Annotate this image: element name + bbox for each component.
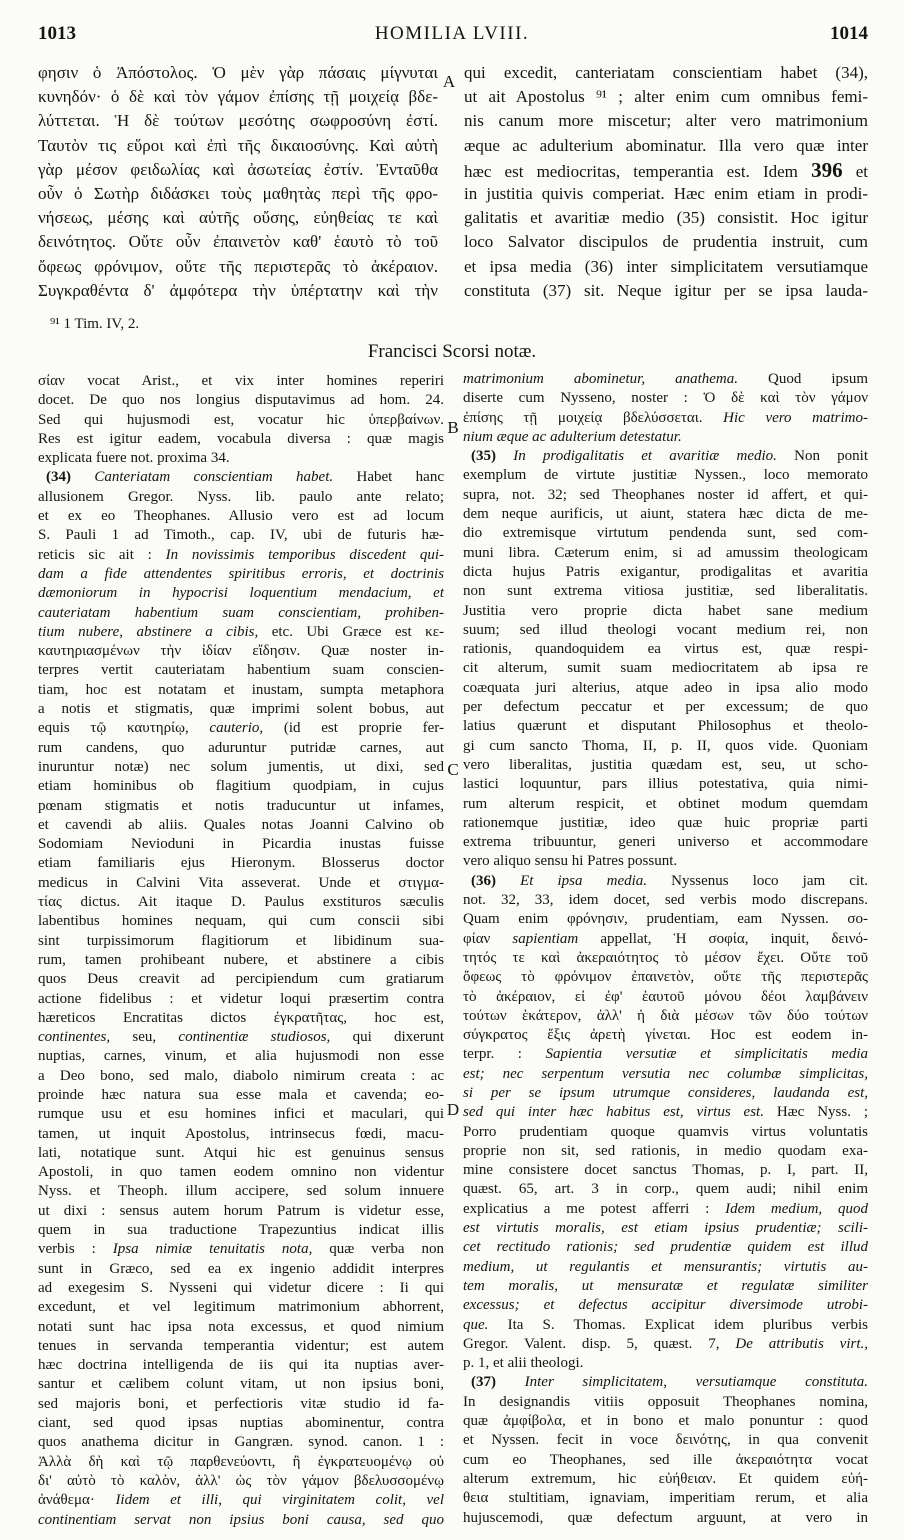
note-line: proinde hæc natura sua esse mala et cavenda; eo-	[38, 1086, 444, 1103]
note-line	[463, 1103, 868, 1122]
italic-text-segment: continentes,	[38, 1029, 111, 1046]
italic-text-segment: Iidem et illi, qui virginitatem colit, vel	[115, 1492, 444, 1509]
note-line: excedunt, et vel legitimum matrimonium abhorrent,	[38, 1299, 444, 1316]
note-line: alterum extremum, hic εὐήθειαν. Et quidem εὐή-	[463, 1470, 868, 1487]
note-line: Apostoli, in quo tamen eodem omnino non videntur	[38, 1164, 444, 1181]
greek-text-line: Ταυτὸν τις εὕροι καὶ ἐπὶ τῆς δικαιοσύνης. Καὶ αὐτὴ	[38, 135, 438, 155]
italic-text-segment: sed qui inter hæc habitus est, virtus est.	[463, 1104, 764, 1121]
text-segment: Quod ipsum	[738, 371, 868, 387]
italic-text-segment: cet rectitudo rationis; sed prudentiæ quidem est illud	[463, 1239, 868, 1256]
note-line: proprie non sit, sed rationis, in medio quodam exa-	[463, 1142, 868, 1159]
note-line: rationis, quandoquidem ea virtus est, quæ respi-	[463, 641, 868, 658]
note-line: dicta hujus Patris exigantur, prodigalitas et avaritia	[463, 563, 868, 580]
notes-left-column	[38, 372, 444, 1530]
greek-text-line: δεινότητος. Οὔτε οὖν ἐπαινετὸν καθ' ἑαυτὸ τὸ τοῦ	[38, 232, 438, 252]
note-line: et cavendi ab aliis. Quales notas Joanni Calvino ob	[38, 816, 444, 833]
note-line: quos anathema dicitur in Gangræn. synod. canon. 1 :	[38, 1434, 444, 1451]
note-line: τούτων ἑκάτερον, ἀλλ' ἡ διὰ μέσων τῶν δύο τούτων	[463, 1007, 868, 1024]
text-segment: Habet hanc	[333, 469, 444, 486]
italic-text-segment: Et ipsa media.	[520, 872, 648, 889]
note-line: sint turpissimorum flagitiorum et libidinum sua-	[38, 932, 444, 949]
italic-text-segment: Ipsa nimiæ tenuitatis nota,	[112, 1241, 313, 1258]
note-line: nuptias, carnes, vinum, et alia hujusmodi non esse	[38, 1048, 444, 1065]
greek-text-line: φησιν ὁ Ἀπόστολος. Ὁ μὲν γὰρ πάσαις μίγνυται	[38, 63, 438, 82]
note-line: dem neque aurificis, ut aiunt, statera hæc dicta de me-	[463, 506, 868, 523]
bold-text-segment: 396	[811, 157, 843, 182]
note-line: καυτηριασμένων τὴν ἰδίαν εἴδησιν. Quæ noster in-	[38, 643, 444, 660]
note-line: hæreticos Encratitas dictos ἐγκρατῆτας, hoc est,	[38, 1009, 444, 1026]
text-segment: etc. Ubi Græce est κε-	[258, 623, 444, 640]
note-line: τὸ ἀκέραιον, εἰ ἐφ' ἑαυτοῦ μόνου δέοι λαμβάνειν	[463, 988, 868, 1005]
note-line: et ex eo Theophanes. Allusio vero est ad locum	[38, 508, 444, 525]
italic-text-segment: est; nec serpentum versutia nec columbæ simplicitas,	[463, 1065, 868, 1082]
italic-text-segment: Idem medium, quod	[725, 1200, 868, 1217]
note-line	[463, 409, 868, 428]
italic-text-segment: est virtutis moralis, est etiam ipsius prudentiæ; scili-	[463, 1220, 868, 1237]
text-segment: verbis :	[38, 1241, 113, 1258]
note-line: τητός τε καὶ ἀκεραιότητος τὸ μέσον ἔχει. Οὔτε τοῦ	[463, 949, 868, 966]
bold-text-segment: (36)	[471, 872, 521, 889]
note-line: labentibus homines nequam, qui cum conscii sibi	[38, 913, 444, 930]
note-line	[38, 1511, 444, 1530]
text-segment: ἐπίσης τῇ μοιχείᾳ βδελύσσεται.	[463, 409, 724, 426]
note-line: pœnam stigmatis et notis traducuntur ut infames,	[38, 797, 444, 814]
note-line: terpres vertit cauteriatam habentium suam conscien-	[38, 662, 444, 679]
note-line: lati, notatique sunt. Atqui hic est genuinus sensus	[38, 1144, 444, 1161]
note-line: dio extremisque virtutum pendenda sunt, sed com-	[463, 525, 868, 542]
note-line: Sodomiam Nevioduni in Picardia inustas fuisse	[38, 836, 444, 853]
italic-text-segment: cauterio,	[209, 720, 264, 737]
note-line	[463, 1296, 868, 1315]
text-segment: (id est proprie fer-	[263, 720, 444, 737]
note-line: S. Pauli 1 ad Timoth., cap. IV, ubi de futuris hæ-	[38, 527, 444, 544]
note-line: rum candens, quo aduruntur putridæ carnes, aut	[38, 739, 444, 756]
greek-text-line: οὖν ὁ Σωτὴρ διδάσκει τοὺς μαθητὰς περὶ τῆς φρο-	[38, 183, 438, 203]
text-segment: quæ verba non	[312, 1241, 444, 1258]
note-line	[38, 1240, 444, 1259]
note-line	[463, 1065, 868, 1084]
italic-text-segment: In novissimis temporibus discedent qui-	[165, 546, 444, 563]
margin-letter-d: D	[446, 1100, 460, 1119]
greek-text-line: λύττεται. Ἡ δὲ τούτων μεσότης σωφροσύνη ἐστί.	[38, 111, 438, 131]
italic-text-segment: dam a fide attendentes spiritibus erroris, et doctrinis	[38, 565, 444, 582]
page-number-right: 1014	[830, 23, 868, 44]
note-line: ciant, sed quod ipsas nuptias abominentur, contra	[38, 1415, 444, 1432]
italic-text-segment: De attributis virt.,	[735, 1335, 868, 1352]
note-line: lastici loquuntur, pars illius potestativa, quia nimi-	[463, 776, 868, 793]
note-line: diserte cum Nysseno, noster : Ὁ δὲ καὶ τὸν γάμον	[463, 390, 868, 407]
text-segment: Hæc Nyss. ;	[763, 1104, 868, 1121]
note-line: Quam enim φρόνησιν, prudentiam, eam Nyssen. σο-	[463, 911, 868, 928]
note-line	[38, 1028, 444, 1047]
note-line	[38, 719, 444, 738]
italic-text-segment: medium, ut regulantis et mensurantis; virtutis au-	[463, 1258, 868, 1275]
note-line: a notis et stigmatis, quæ imprimi solent bobus, aut	[38, 701, 444, 718]
note-line: medicus in Calvini Vita asseverat. Unde et στιγμα-	[38, 874, 444, 891]
note-line: rumque usu et esu homines infici et maculari, qui	[38, 1106, 444, 1123]
italic-text-segment: Inter simplicitatem, versutiamque constituta.	[524, 1374, 868, 1391]
latin-text-line: in justitia quivis comperiat. Hæc enim etiam in prodi-	[464, 183, 868, 203]
italic-text-segment: continentiam servat non ipsius boni causa, sed quo	[38, 1511, 444, 1528]
latin-text-line: ut ait Apostolus ⁹¹ ; alter enim cum omnibus femi-	[464, 87, 868, 107]
note-line: hæc doctrina intelligenda de iis qui ita nuptias aver-	[38, 1357, 444, 1374]
text-segment: Ita S. Thomas. Explicat idem pluribus verbis	[488, 1316, 868, 1333]
note-line	[38, 546, 444, 565]
note-line	[463, 370, 868, 389]
note-line	[38, 468, 444, 487]
italic-text-segment: cauteriatam habentium suam conscientiam, prohiben-	[38, 604, 444, 621]
note-line: supra, not. 32; sed Theophanes noster id affert, et qui-	[463, 486, 868, 503]
note-line: rationemque justitiæ, ideo quæ huic propriæ parti	[463, 814, 868, 831]
text-segment: Non ponit	[776, 448, 868, 465]
text-segment: appellat, Ἡ σοφία, inquit, δεινό-	[578, 930, 868, 947]
latin-text-line: nis canum more miscetur; alter vero matrimonium	[464, 111, 868, 131]
greek-text-line: κυνηδόν· ὁ δὲ καὶ τὸν γάμον ἐπίσης τῇ μοιχείᾳ βδε-	[38, 87, 438, 107]
latin-text-line: æque ac adulterium abominatur. Illa vero quæ inter	[464, 135, 868, 155]
note-line: exemplum de virtute justitiæ Nyssen., loco memorato	[463, 467, 868, 484]
note-line: explicata fuere not. proxima 34.	[38, 450, 230, 467]
text-segment: φίαν	[463, 930, 513, 947]
note-line	[463, 1200, 868, 1219]
note-line: santur et cælibem colunt vitam, ut non ipsius boni,	[38, 1376, 444, 1393]
text-segment: reticis sic ait :	[38, 546, 166, 563]
italic-text-segment: tium nubere, abstinere a cibis,	[38, 623, 259, 640]
note-line: not. 32, 33, idem docet, sed verbis modo discrepans.	[463, 892, 868, 909]
latin-text-line: et ipsa media (36) inter simplicitatem versutiamque	[464, 256, 868, 276]
greek-text-column	[38, 61, 438, 303]
note-line: Ἀλλὰ δὴ καὶ τῷ παρθενεύοντι, ἢ ἐγκρατευομένῳ οὐ	[38, 1453, 444, 1470]
note-line: coæquata juri alterius, atque adeo in ipsa alio modo	[463, 679, 868, 696]
note-line: tamen, ut inquit Apostolus, intrinsecus fœdi, macu-	[38, 1125, 444, 1142]
note-line: In designandis vitiis opposuit Theophanes nomina,	[463, 1393, 868, 1410]
running-head-title: HOMILIA LVIII.	[374, 23, 530, 44]
note-line: muni libra. Cæterum enim, si ad amussim theologicam	[463, 544, 868, 561]
note-line	[38, 604, 444, 623]
italic-text-segment: In prodigalitatis et avaritiæ medio.	[513, 448, 777, 465]
note-line: p. 1, et alii theologi.	[463, 1355, 584, 1372]
note-line: cum eo Theophanes, sed ille ἀκεραιότητα vocat	[463, 1451, 868, 1468]
note-line	[463, 872, 868, 891]
note-line: notati sunt hac ipsa nota excessus, et quod nimium	[38, 1318, 444, 1335]
text-segment: explicatius a me potest afferri :	[463, 1200, 726, 1217]
note-line: suum; sed illud theologi vocant medium rei, non	[463, 621, 868, 638]
text-segment: equis τῷ καυτηρίῳ,	[38, 720, 210, 737]
note-line	[463, 1258, 868, 1277]
italic-text-segment: Hic vero matrimo-	[723, 409, 868, 426]
footnote: ⁹¹ 1 Tim. IV, 2.	[50, 316, 140, 332]
notes-right-column	[463, 370, 868, 1528]
italic-text-segment: Canteriatam conscientiam habet.	[94, 469, 334, 486]
note-line: et Nyssen. fecit in voce δεινότης, in qua convenit	[463, 1432, 868, 1449]
note-line: rum alterum respicit, et obtinet modum quemdam	[463, 795, 868, 812]
note-line: mine consistere docet sanctus Thomas, p. I, part. II,	[463, 1162, 868, 1179]
notes-heading: Francisci Scorsi notæ.	[367, 341, 537, 362]
note-line	[463, 447, 868, 466]
note-line: latius quærunt et disputant Philosophus et theolo-	[463, 718, 868, 735]
note-line	[463, 428, 868, 447]
note-line: quem in sua traductione Trapezuntius indicat illis	[38, 1222, 444, 1239]
margin-letter-c: C	[447, 760, 459, 779]
note-line: Justitia vero proprie dicta habet sane medium	[463, 602, 868, 619]
italic-text-segment: matrimonium abominetur, anathema.	[463, 371, 738, 387]
page-number-left: 1013	[38, 23, 76, 44]
note-line	[463, 1373, 868, 1392]
note-line	[463, 1335, 868, 1354]
latin-text-line: loco Salvator discipulos de prudentia instruit, cum	[464, 232, 868, 252]
italic-text-segment: tem moralis, ut mensuratæ et regulatæ similiter	[463, 1277, 868, 1294]
latin-text-line	[464, 158, 868, 182]
note-line: ὄφεως τὸ φρόνιμον ἐπαινετὸν, οὔτε τῆς περιστερᾶς	[463, 969, 868, 986]
margin-letter-a: A	[442, 72, 456, 91]
note-line	[463, 1238, 868, 1257]
note-line	[38, 623, 444, 642]
note-line: δι' αὐτὸ τὸ καλὸν, ἀλλ' ὡς τὸν γάμον βδελυσσομένῳ	[38, 1472, 444, 1489]
note-line	[463, 1045, 868, 1064]
note-line: vero aliquo sensu hi Patres possunt.	[463, 853, 678, 870]
note-line: per defectum peccatur et per excessum; de quo	[463, 699, 868, 716]
greek-text-line: νήσεως, μέσης καὶ αὐτῆς οὔσης, εὐηθείας τε καὶ	[38, 208, 438, 228]
note-line: sunt in Græco, sed ea ex ingenio addidit interpres	[38, 1260, 444, 1277]
latin-text-column	[464, 61, 868, 303]
text-segment: et	[842, 161, 868, 181]
note-line: θεια stultitiam, ignaviam, imperitiam rerum, et alia	[463, 1490, 868, 1507]
note-line	[463, 1277, 868, 1296]
text-segment: Gregor. Valent. disp. 5, quæst. 7,	[463, 1335, 736, 1352]
note-line: quæst. 65, art. 3 in corp., quem audi; nihil enim	[463, 1181, 868, 1198]
note-line	[463, 1084, 868, 1103]
greek-text-line: γὰρ μέσον φειδωλίας καὶ ἀσωτείας ἐστίν. Ἐνταῦθα	[38, 159, 438, 179]
note-line: quos Deus creavit ad percipiendum cum gratiarum	[38, 971, 444, 988]
latin-text-line: constituta (37) sit. Neque igitur per se ipsa lauda-	[464, 280, 868, 300]
bold-text-segment: (34)	[46, 469, 95, 486]
italic-text-segment: nium æque ac adulterium detestatur.	[463, 428, 682, 445]
note-line	[38, 565, 444, 584]
note-line: allusionem Gregor. Nyss. lib. paulo ante relato;	[38, 488, 444, 505]
note-line: Nyss. et Theoph. illum accipere, sed solum innuere	[38, 1183, 444, 1200]
margin-letter-b: B	[447, 418, 459, 437]
note-line: docet. De quo nos longius disputavimus ad hom. 24.	[38, 392, 444, 409]
note-line: σίαν vocat Arist., et vix inter homines reperiri	[38, 373, 444, 389]
note-line: ad exegesim S. Nysseni qui videtur dicere : Ii qui	[38, 1279, 444, 1296]
note-line: actione fidelibus : et videtur loqui præsertim contra	[38, 990, 444, 1007]
note-line: rum, tamen prohibeant nubere, et abstinere a cibis	[38, 951, 444, 968]
note-line: Sed qui hujusmodi est, vocatur hic ὑπερβαίνων.	[38, 411, 444, 428]
note-line: tenues in servanda temperantia videntur; est autem	[38, 1337, 444, 1354]
bold-text-segment: (35)	[471, 448, 514, 465]
note-line: Porro prudentiam quoque quamvis virtus voluntatis	[463, 1123, 868, 1140]
note-line: Res est igitur eadem, vocabula diversa : quæ magis	[38, 430, 444, 447]
italic-text-segment: que.	[463, 1316, 489, 1333]
italic-text-segment: excessus; et defectus accipitur diversimode utrobi-	[463, 1297, 868, 1314]
note-line: gi cum sancto Thoma, II, p. II, quos vide. Quoniam	[463, 737, 868, 754]
text-segment: Nyssenus loco jam cit.	[647, 872, 868, 889]
note-line: extrema tribuuntur, generi universo et accommodare	[463, 834, 868, 851]
italic-text-segment: continentiæ studiosos,	[178, 1029, 331, 1046]
note-line: etiam hominibus ob flagitium quodpiam, in cujus	[38, 778, 444, 795]
text-segment: seu,	[110, 1029, 179, 1046]
italic-text-segment: si per se ipsum utrumque consideres, laudanda est,	[463, 1084, 868, 1101]
note-line: σύγκρατος ἕξις ἀρετὴ γίνεται. Hoc est eodem in-	[463, 1027, 868, 1044]
greek-text-line: Συγκραθέντα δ' ἀμφότερα τὴν ὑπέρτατην καὶ τὴν	[38, 280, 438, 300]
note-line: a Deo bono, sed malo, diabolo nimirum creata : ac	[38, 1067, 444, 1084]
text-segment: ἀνάθεμα·	[38, 1492, 116, 1509]
note-line: sed majoris boni, et perfectioris vitæ studio id fa-	[38, 1395, 444, 1412]
note-line: ut dixi : sensus autem horum Patrum is videtur esse,	[38, 1202, 444, 1219]
note-line	[38, 1491, 444, 1510]
note-line	[463, 1219, 868, 1238]
note-line: non sunt extrema vitiosa justitiæ, sed liberalitatis.	[463, 583, 868, 600]
note-line	[38, 584, 444, 603]
note-line: quæ ἀμφίβολα, et in bono et malo ponuntur : quod	[463, 1413, 868, 1430]
note-line: cit alterum, sumit suam mediocritatem ab ipsa re	[463, 660, 868, 677]
text-segment: hæc est mediocritas, temperantia est. Idem	[464, 161, 812, 181]
note-line: vero liberalitas, justitia quædam est, seu, ut scho-	[463, 756, 868, 773]
latin-text-line: galitatis et avaritiæ medio (35) consistit. Hoc igitur	[464, 208, 868, 228]
bold-text-segment: (37)	[471, 1374, 525, 1391]
greek-text-line: ὄφεως φρόνιμον, οὔτε τῆς περιστερᾶς τὸ ἀκέραιον.	[38, 256, 438, 276]
italic-text-segment: sapientiam	[512, 930, 579, 947]
latin-text-line: qui excedit, canteriatam conscientiam habet (34),	[464, 63, 868, 82]
note-line	[463, 930, 868, 949]
note-line: inuruntur notæ) nec solum jumentis, ut dixi, sed	[38, 758, 444, 775]
note-line	[463, 1316, 868, 1335]
note-line: hujuscemodi, quæ defectum arguunt, at vero in	[463, 1509, 868, 1526]
text-segment: terpr. :	[463, 1046, 546, 1063]
text-segment: qui dixerunt	[330, 1029, 444, 1046]
note-line: tiam, hoc est notatam et inustam, sumpta metaphora	[38, 681, 444, 698]
italic-text-segment: dæmoniorum in hypocrisi loquentium mendacium, et	[38, 585, 444, 602]
note-line: τίας dictus. Ait itaque D. Paulus exstituros sæculis	[38, 894, 444, 911]
italic-text-segment: Sapientia versutiæ et simplicitatis media	[545, 1046, 868, 1063]
note-line: etiam familiaris ejus Hieronym. Blosserus doctor	[38, 855, 444, 872]
